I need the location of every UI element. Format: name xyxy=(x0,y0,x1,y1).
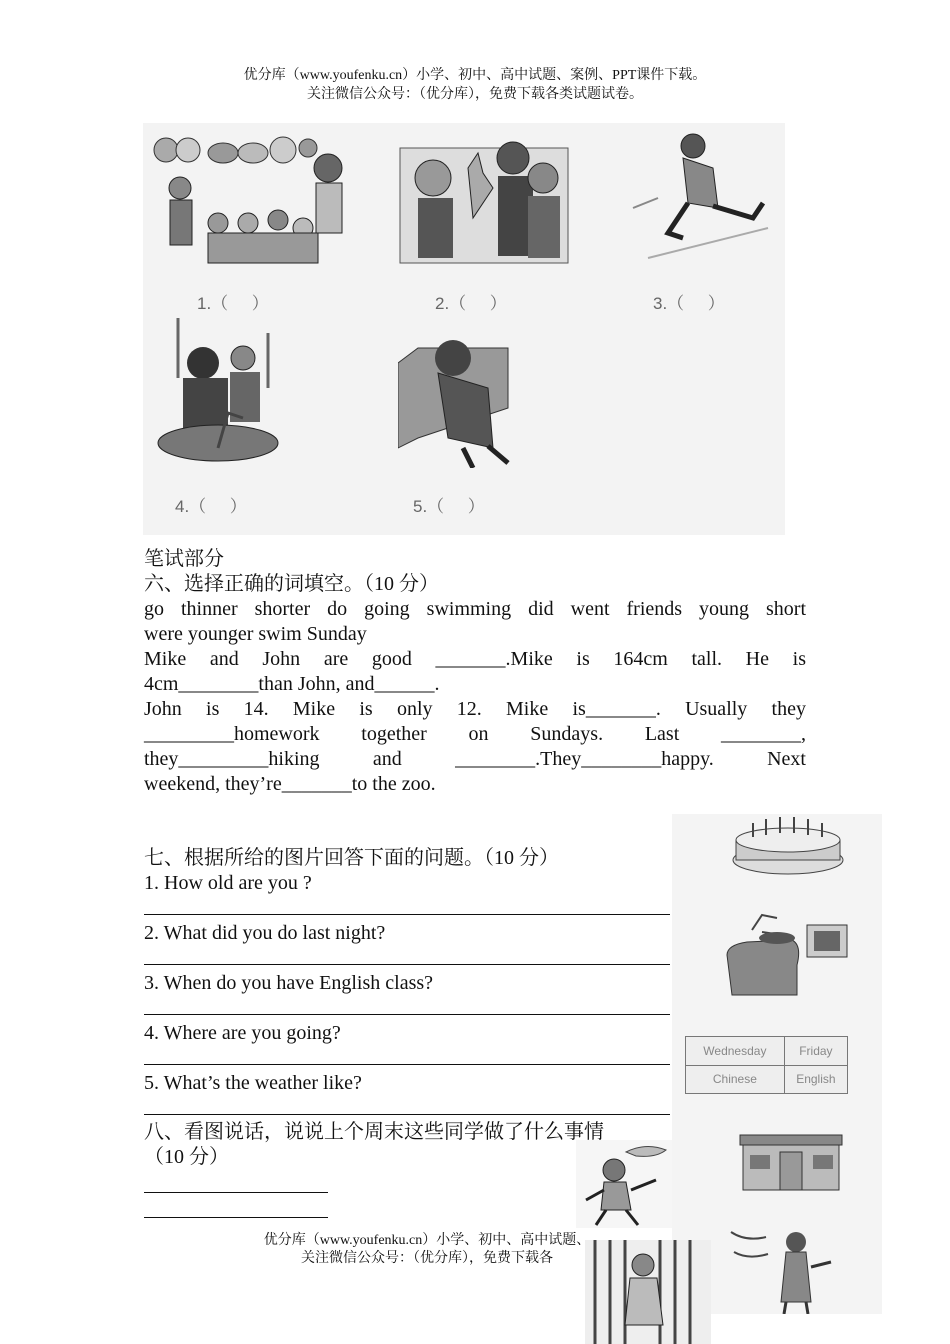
picture-label-3: 3.（ ） xyxy=(653,294,725,313)
planting-picture xyxy=(148,318,298,468)
passage-2-line-1: John is 14. Mike is only 12. Mike is_______. Usually they xyxy=(144,698,806,720)
passage-2-line-2: _________homework together on Sundays. Last ________, xyxy=(144,723,806,745)
section8-answer-line-1[interactable] xyxy=(144,1192,328,1193)
question-1: 1. How old are you ? xyxy=(144,872,312,894)
picture-grid xyxy=(143,123,785,535)
schedule-day-2: Friday xyxy=(784,1037,847,1066)
question-3: 3. When do you have English class? xyxy=(144,972,434,994)
answer-line-4[interactable] xyxy=(144,1064,670,1065)
children-ball-picture xyxy=(148,128,363,268)
leaning-boy-picture xyxy=(398,328,523,468)
passage-1-line-2: 4cm________than John, and______. xyxy=(144,673,440,695)
footer-line-1: 优分库（www.youfenku.cn）小学、初中、高中试题、 xyxy=(263,1233,591,1248)
answer-line-2[interactable] xyxy=(144,964,670,965)
section8-answer-line-2[interactable] xyxy=(144,1217,328,1218)
schedule-subject-1: Chinese xyxy=(686,1065,785,1094)
kite-boy-picture xyxy=(576,1140,672,1228)
passage-2-line-3: they_________hiking and ________.They________happy. Next xyxy=(144,748,806,770)
skater-picture xyxy=(628,128,778,263)
picture-label-5: 5.（ ） xyxy=(413,497,485,516)
answer-line-3[interactable] xyxy=(144,1014,670,1015)
passage-1-line-1: Mike and John are good _______.Mike is 164cm tall. He is xyxy=(144,648,806,670)
answer-line-5[interactable] xyxy=(144,1114,670,1115)
answer-line-1[interactable] xyxy=(144,914,670,915)
picture-label-4: 4.（ ） xyxy=(175,497,247,516)
picture-label-1: 1.（ ） xyxy=(197,294,269,313)
donkey-picture xyxy=(398,128,570,266)
schedule-day-1: Wednesday xyxy=(686,1037,785,1066)
section7-title: 七、根据所给的图片回答下面的问题。（10 分） xyxy=(144,847,559,869)
question-4: 4. Where are you going? xyxy=(144,1022,341,1044)
word-bank-line-1: go thinner shorter do going swimming did went friends young short xyxy=(144,598,806,620)
footer-line-2: 关注微信公众号：（优分库），免费下载各 xyxy=(301,1251,553,1266)
header-line-1: 优分库（www.youfenku.cn）小学、初中、高中试题、案例、PPT课件下载。 xyxy=(243,68,707,83)
schedule-subject-2: English xyxy=(784,1065,847,1094)
written-part-title: 笔试部分 xyxy=(144,548,224,570)
picture-label-2: 2.（ ） xyxy=(435,294,507,313)
word-bank-line-2: were younger swim Sunday xyxy=(144,623,367,645)
section6-title: 六、选择正确的词填空。（10 分） xyxy=(144,573,439,595)
zoo-girl-picture xyxy=(585,1240,711,1344)
section8-score: （10 分） xyxy=(144,1146,229,1168)
question-5: 5. What’s the weather like? xyxy=(144,1072,362,1094)
passage-2-line-4: weekend, they’re_______to the zoo. xyxy=(144,773,436,795)
question-2: 2. What did you do last night? xyxy=(144,922,386,944)
header-line-2: 关注微信公众号：（优分库），免费下载各类试题试卷。 xyxy=(307,87,643,102)
section8-title: 八、看图说话，说说上个周末这些同学做了什么事情 xyxy=(144,1121,604,1143)
